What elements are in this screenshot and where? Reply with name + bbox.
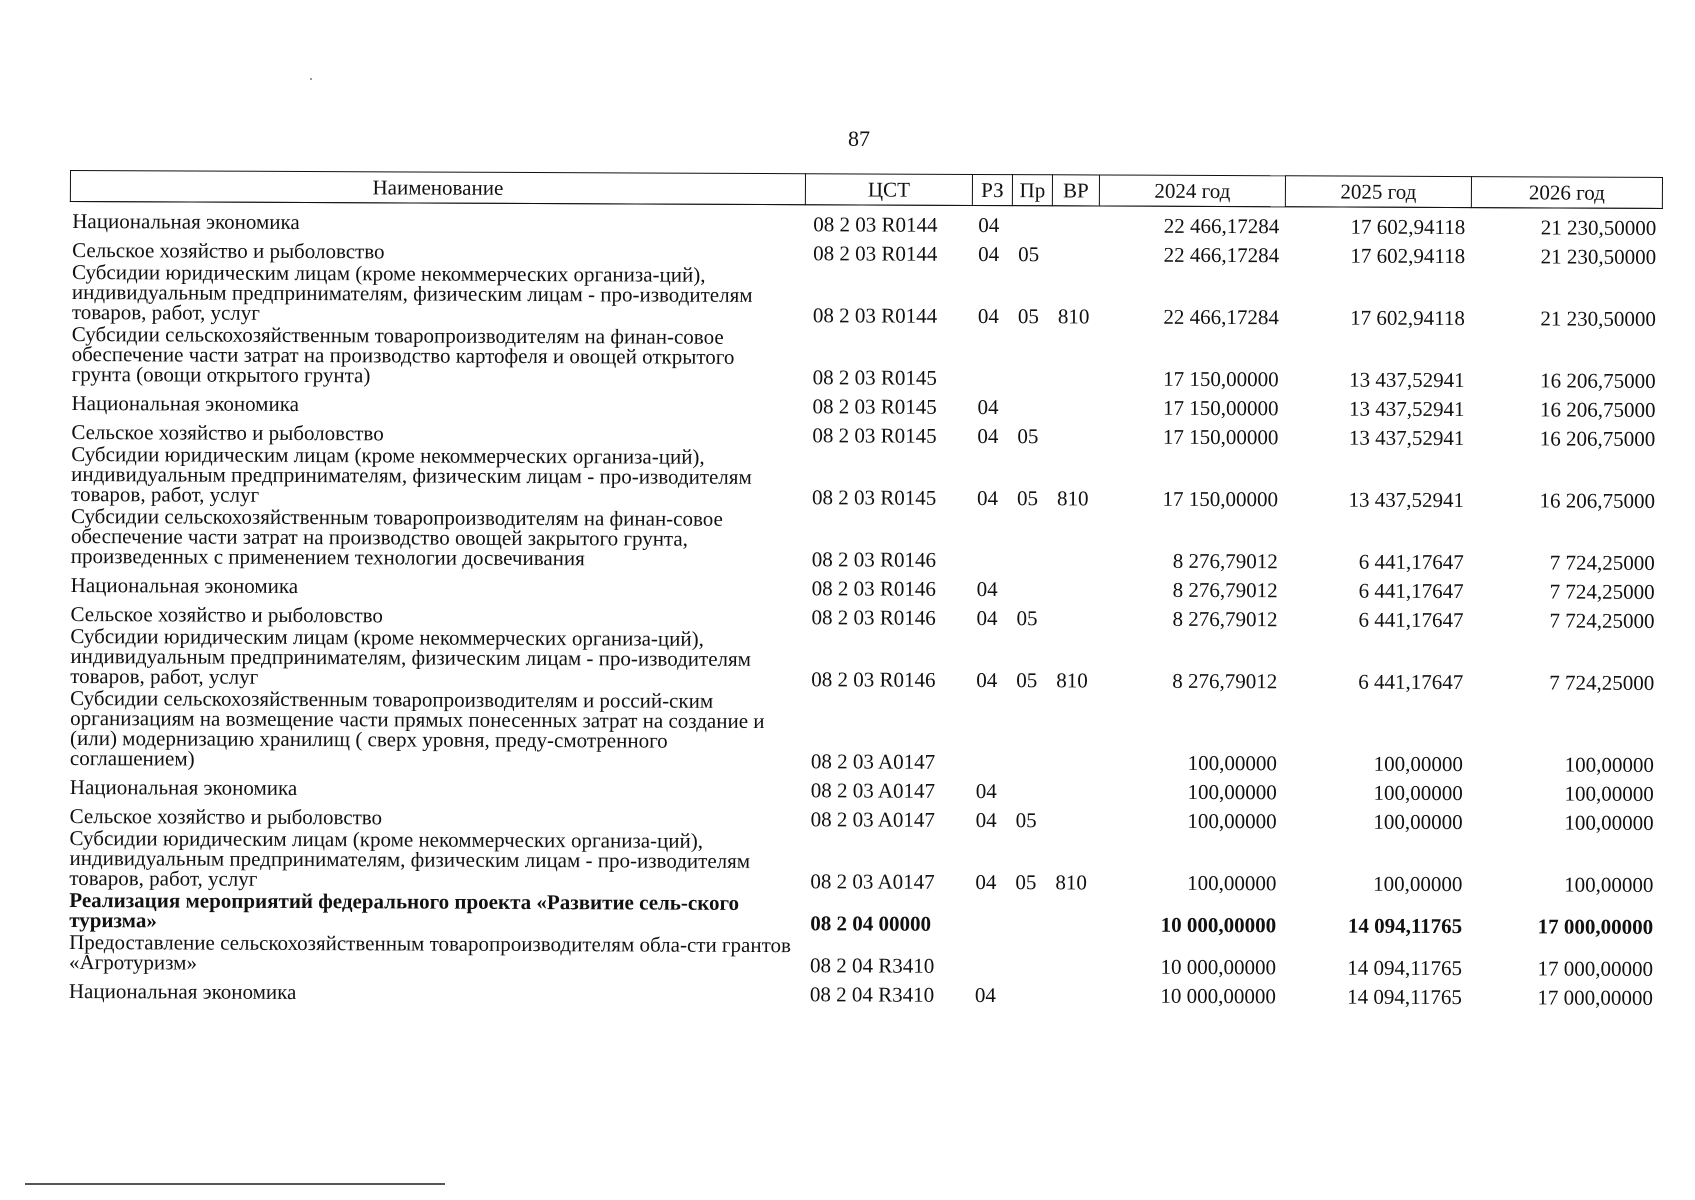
cell-rz: 04 bbox=[977, 303, 999, 328]
footer-rule bbox=[25, 1183, 445, 1185]
cell-cst: 08 2 03 R0144 bbox=[813, 211, 938, 237]
cell-name: Субсидии юридическим лицам (кроме некоммерческих организа-ций), индивидуальным предпринимателям, физическим лицам - про-изводителям товаров, работ, услуг bbox=[70, 623, 752, 689]
cell-name: Субсидии сельскохозяйственным товаропроизводителям на финан-совое обеспечение части затрат на производство овощей закрытого грунта, произведенных с применением технологии досвечивания bbox=[70, 503, 723, 570]
cell-2026: 16 206,75000 bbox=[1539, 425, 1656, 451]
cell-2025: 6 441,17647 bbox=[1358, 607, 1464, 632]
cell-pr bbox=[1009, 934, 1049, 976]
cell-vr bbox=[1051, 417, 1098, 446]
cell-2025: 13 437,52941 bbox=[1348, 487, 1465, 512]
cell-cst: 08 2 03 R0145 bbox=[812, 364, 937, 390]
cell-pr: 05 bbox=[1018, 241, 1040, 266]
cell-rz: 04 bbox=[977, 485, 999, 510]
cell-cst: 08 2 03 R0145 bbox=[812, 393, 937, 419]
cell-rz: 04 bbox=[975, 807, 997, 832]
cell-cst: 08 2 04 00000 bbox=[810, 910, 932, 936]
header-name: Наименование bbox=[70, 171, 805, 205]
cell-cst: 08 2 03 A0147 bbox=[810, 748, 936, 774]
cell-vr bbox=[1052, 326, 1099, 388]
cell-cst: 08 2 03 R0144 bbox=[813, 240, 938, 266]
cell-2025: 14 094,11765 bbox=[1347, 913, 1463, 938]
cell-2026: 7 724,25000 bbox=[1549, 669, 1655, 695]
cell-rz: 04 bbox=[978, 212, 1000, 237]
cell-2025: 17 602,94118 bbox=[1350, 305, 1465, 330]
cell-pr bbox=[1012, 326, 1052, 388]
cell-name: Сельское хозяйство и рыболовство bbox=[72, 237, 385, 263]
cell-2026: 17 000,00000 bbox=[1537, 913, 1654, 939]
cell-cst: 08 2 03 R0145 bbox=[812, 422, 937, 448]
cell-name: Национальная экономика bbox=[70, 572, 299, 598]
cell-2025: 6 441,17647 bbox=[1358, 578, 1464, 603]
cell-rz: 04 bbox=[976, 667, 998, 692]
cell-name: Сельское хозяйство и рыболовство bbox=[70, 601, 384, 627]
cell-2026: 16 206,75000 bbox=[1540, 367, 1656, 393]
cell-cst: 08 2 03 R0146 bbox=[811, 575, 937, 601]
cell-2026: 21 230,50000 bbox=[1540, 214, 1657, 240]
cell-rz: 04 bbox=[975, 778, 997, 803]
cell-2024: 8 276,79012 bbox=[1172, 668, 1278, 693]
cell-2025: 13 437,52941 bbox=[1348, 425, 1465, 450]
cell-2024: 10 000,00000 bbox=[1160, 983, 1276, 1008]
table-row bbox=[68, 685, 1660, 774]
page-number: 87 bbox=[848, 126, 870, 151]
cell-name: Национальная экономика bbox=[72, 208, 300, 234]
header-pr: Пр bbox=[1012, 175, 1052, 206]
header-2024: 2024 год bbox=[1099, 175, 1285, 207]
cell-2026: 100,00000 bbox=[1564, 810, 1654, 835]
cell-vr bbox=[1051, 388, 1098, 417]
cell-2024: 22 466,17284 bbox=[1163, 242, 1280, 267]
cell-vr bbox=[1051, 599, 1098, 628]
cell-cst: 08 2 03 R0146 bbox=[811, 666, 936, 692]
cell-2025: 17 602,94118 bbox=[1350, 243, 1466, 268]
cell-rz: 04 bbox=[976, 605, 998, 630]
cell-2024: 17 150,00000 bbox=[1162, 486, 1279, 511]
cell-cst: 08 2 03 A0147 bbox=[810, 868, 935, 894]
cell-rz: 04 bbox=[977, 394, 999, 419]
cell-cst: 08 2 03 R0145 bbox=[812, 484, 937, 510]
cell-cst: 08 2 03 A0147 bbox=[810, 806, 935, 832]
cell-cst: 08 2 03 A0147 bbox=[810, 777, 936, 803]
cell-pr: 05 bbox=[1017, 303, 1039, 328]
cell-pr: 05 bbox=[1015, 807, 1037, 832]
cell-name: Субсидии юридическим лицам (кроме некоммерческих организа-ций), индивидуальным предпринимателям, физическим лицам - про-изводителям товаров, работ, услуг bbox=[71, 441, 752, 507]
cell-rz: 04 bbox=[975, 869, 997, 894]
cell-vr: 810 bbox=[1055, 869, 1087, 894]
cell-2024: 8 276,79012 bbox=[1172, 577, 1278, 602]
cell-2026: 100,00000 bbox=[1564, 872, 1654, 897]
cell-2024: 17 150,00000 bbox=[1162, 424, 1279, 449]
cell-pr bbox=[1009, 892, 1049, 934]
table-row bbox=[69, 503, 1661, 572]
cell-name: Национальная экономика bbox=[68, 978, 297, 1004]
cell-name: Сельское хозяйство и рыболовство bbox=[69, 803, 383, 829]
cell-2024: 10 000,00000 bbox=[1160, 912, 1277, 937]
cell-pr: 05 bbox=[1017, 485, 1039, 510]
cell-vr bbox=[1051, 570, 1098, 599]
cell-name: Предоставление сельскохозяйственным товаропроизводителям обла-сти грантов «Агротуризм» bbox=[68, 929, 792, 975]
table-body bbox=[67, 202, 1662, 1008]
cell-2026: 21 230,50000 bbox=[1540, 305, 1656, 331]
cell-pr: 05 bbox=[1016, 605, 1038, 630]
cell-name: Реализация мероприятий федерального проекта «Развитие сель-ского туризма» bbox=[69, 887, 740, 932]
cell-2025: 100,00000 bbox=[1373, 780, 1463, 805]
cell-name: Субсидии юридическим лицам (кроме некоммерческих организа-ций), индивидуальным предпринимателям, физическим лицам - про-изводителям товаров, работ, услуг bbox=[69, 825, 751, 891]
cell-vr bbox=[1052, 206, 1099, 235]
cell-2026: 100,00000 bbox=[1564, 781, 1654, 806]
cell-2025: 6 441,17647 bbox=[1358, 549, 1464, 574]
cell-2025: 100,00000 bbox=[1373, 871, 1463, 896]
cell-2024: 17 150,00000 bbox=[1163, 366, 1279, 391]
cell-2026: 17 000,00000 bbox=[1537, 955, 1654, 981]
cell-2026: 16 206,75000 bbox=[1539, 396, 1656, 422]
cell-pr bbox=[1011, 570, 1051, 599]
cell-rz: 04 bbox=[977, 423, 999, 448]
cell-vr bbox=[1050, 690, 1097, 772]
cell-rz bbox=[972, 325, 1012, 387]
cell-pr bbox=[1010, 690, 1050, 772]
cell-2025: 14 094,11765 bbox=[1347, 984, 1462, 1009]
cell-vr bbox=[1052, 235, 1099, 264]
budget-table-sheet bbox=[66, 170, 1662, 1010]
header-rz: РЗ bbox=[972, 174, 1012, 205]
header-2025: 2025 год bbox=[1285, 176, 1471, 208]
cell-cst: 08 2 03 R0146 bbox=[811, 604, 936, 630]
cell-pr: 05 bbox=[1017, 423, 1039, 448]
cell-pr bbox=[1009, 976, 1049, 1005]
cell-cst: 08 2 04 R3410 bbox=[809, 952, 935, 978]
cell-2026: 7 724,25000 bbox=[1549, 578, 1655, 604]
cell-2024: 10 000,00000 bbox=[1160, 954, 1277, 979]
cell-name: Субсидии сельскохозяйственным товаропроизводителям и россий-ским организациям на возмещение части прямых понесенных затрат на создание и (или) модернизацию хранилищ ( сверх уровня, преду-смотренного соглашением) bbox=[69, 685, 765, 771]
cell-2025: 14 094,11765 bbox=[1347, 955, 1463, 980]
cell-2024: 22 466,17284 bbox=[1163, 213, 1280, 238]
cell-2024: 17 150,00000 bbox=[1162, 395, 1279, 420]
cell-2024: 100,00000 bbox=[1187, 779, 1277, 804]
cell-2026: 16 206,75000 bbox=[1539, 487, 1656, 513]
cell-vr bbox=[1050, 801, 1097, 830]
cell-rz bbox=[969, 891, 1009, 933]
table-row bbox=[68, 623, 1660, 692]
cell-pr bbox=[1012, 206, 1052, 235]
cell-pr: 05 bbox=[1015, 869, 1037, 894]
cell-cst: 08 2 03 R0146 bbox=[811, 546, 937, 572]
cell-rz bbox=[971, 507, 1011, 569]
cell-name: Национальная экономика bbox=[69, 774, 298, 800]
cell-vr bbox=[1049, 892, 1096, 934]
cell-vr bbox=[1051, 508, 1098, 570]
cell-2024: 8 276,79012 bbox=[1172, 548, 1278, 573]
cell-name: Национальная экономика bbox=[71, 390, 299, 416]
cell-name: Субсидии сельскохозяйственным товаропроизводителям на финан-совое обеспечение части затрат на производство картофеля и овощей открытого грунта (овощи открытого грунта) bbox=[71, 321, 735, 387]
header-2026: 2026 год bbox=[1471, 177, 1662, 209]
cell-2025: 6 441,17647 bbox=[1358, 669, 1464, 694]
cell-2025: 13 437,52941 bbox=[1349, 367, 1465, 392]
cell-2026: 100,00000 bbox=[1564, 752, 1654, 777]
cell-pr bbox=[1011, 388, 1051, 417]
cell-name: Сельское хозяйство и рыболовство bbox=[71, 419, 384, 445]
cell-2026: 17 000,00000 bbox=[1537, 984, 1653, 1010]
cell-vr: 810 bbox=[1057, 485, 1089, 510]
header-cst: ЦСТ bbox=[805, 174, 972, 206]
cell-rz: 04 bbox=[976, 576, 998, 601]
cell-2024: 22 466,17284 bbox=[1163, 304, 1279, 329]
cell-2024: 100,00000 bbox=[1187, 750, 1277, 775]
cell-name: Субсидии юридическим лицам (кроме некоммерческих организа-ций), индивидуальным предпринимателям, физическим лицам - про-изводителям товаров, работ, услуг bbox=[71, 259, 753, 325]
cell-2026: 7 724,25000 bbox=[1549, 607, 1655, 633]
cell-cst: 08 2 03 R0144 bbox=[812, 302, 938, 328]
header-vr: ВР bbox=[1052, 175, 1099, 206]
cell-2024: 8 276,79012 bbox=[1172, 606, 1278, 631]
cell-rz: 04 bbox=[974, 982, 996, 1007]
cell-rz: 04 bbox=[978, 241, 1000, 266]
cell-2026: 7 724,25000 bbox=[1549, 549, 1655, 575]
cell-pr bbox=[1010, 772, 1050, 801]
cell-2025: 100,00000 bbox=[1373, 751, 1463, 776]
cell-vr: 810 bbox=[1057, 303, 1090, 328]
cell-2025: 17 602,94118 bbox=[1350, 214, 1466, 239]
table-row bbox=[70, 322, 1662, 391]
cell-pr: 05 bbox=[1016, 667, 1038, 692]
cell-vr bbox=[1049, 976, 1096, 1005]
cell-cst: 08 2 04 R3410 bbox=[809, 981, 935, 1007]
cell-2026: 21 230,50000 bbox=[1540, 243, 1657, 269]
cell-rz bbox=[970, 689, 1010, 771]
table-row bbox=[69, 441, 1661, 510]
cell-vr bbox=[1049, 934, 1096, 976]
cell-rz bbox=[969, 933, 1009, 975]
cell-vr bbox=[1050, 772, 1097, 801]
cell-pr bbox=[1011, 508, 1051, 570]
table-row bbox=[67, 825, 1659, 894]
table-row bbox=[70, 260, 1662, 329]
cell-2025: 13 437,52941 bbox=[1348, 396, 1465, 421]
cell-2024: 100,00000 bbox=[1187, 808, 1277, 833]
cell-vr: 810 bbox=[1056, 667, 1088, 692]
cell-2024: 100,00000 bbox=[1187, 870, 1277, 895]
cell-2025: 100,00000 bbox=[1373, 809, 1463, 834]
budget-table bbox=[66, 170, 1663, 1010]
scan-speck bbox=[310, 78, 312, 80]
